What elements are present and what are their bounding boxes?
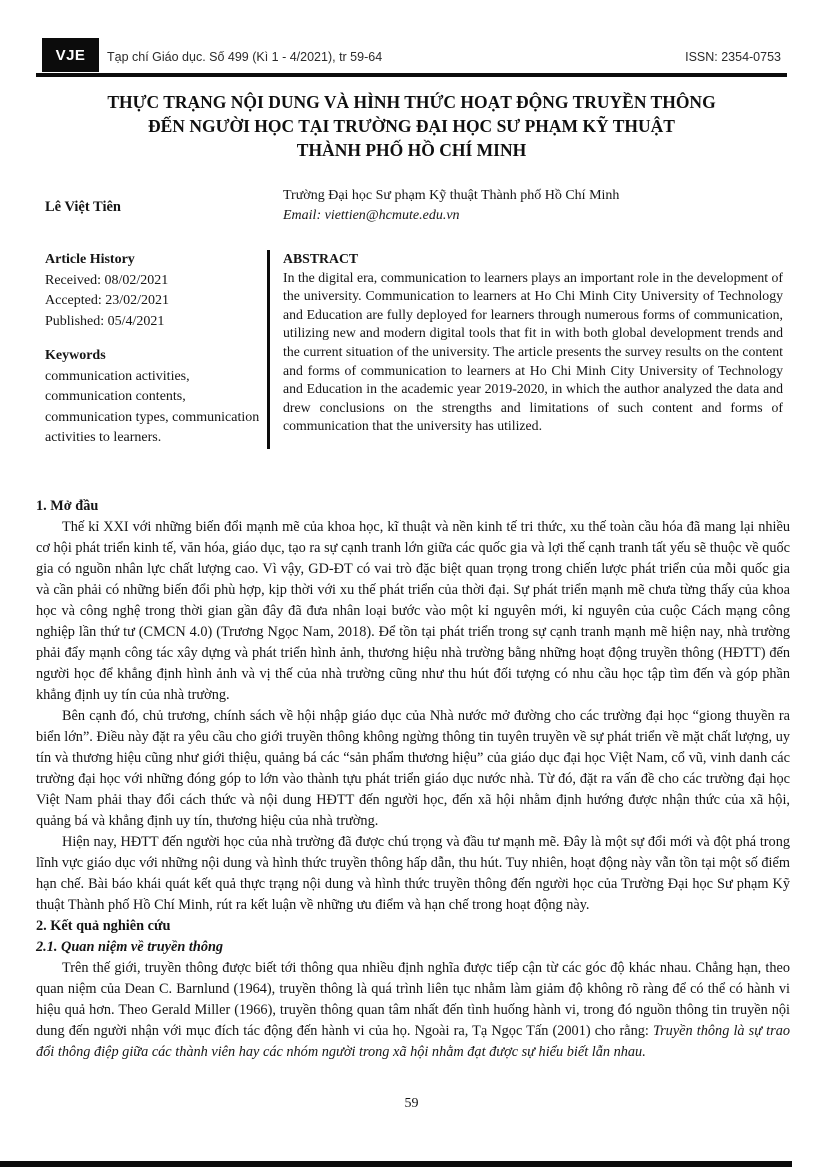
author-affiliation-block xyxy=(283,186,619,226)
section-1-paragraph-1: Thế kỉ XXI với những biến đổi mạnh mẽ của khoa học, kĩ thuật và nền kinh tế tri thức, xu thế toàn cầu hóa đã mang lại nhiều cơ hội phát triển kinh tế, văn hóa, giáo dục, tạo ra sự cạnh tranh lớn giữa các quốc gia và lợi thế cạnh tranh tất yếu sẽ thuộc về quốc gia có nguồn nhân lực chất lượng cao. Vì vậy, GD-ĐT có vai trò đặc biệt quan trọng trong chiến lược phát triển của mỗi quốc gia và cần phải có những biến đổi phù hợp, kịp thời với xu thế phát triển của thời đại. Sự phát triển mạnh mẽ chưa từng thấy của khoa học và công nghệ trong thời gian gần đây đã đưa nhân loại bước vào một kỉ nguyên mới, kỉ nguyên của cuộc Cách mạng công nghiệp lần thứ tư (CMCN 4.0) (Trương Ngọc Nam, 2018). Để tồn tại phát triển trong sự cạnh tranh mạnh mẽ hiện nay, nhà trường phải đẩy mạnh công tác xây dựng và phát triển hình ảnh, thương hiệu nhà trường bằng những hoạt động truyền thông (HĐTT) đến người học để khẳng định hình ảnh và vị thế của nhà trường cũng như thu hút đối tượng có nhu cầu học tập tìm đến và góp phần khẳng định uy tín của nhà trường. xyxy=(36,519,790,703)
section-2-1-heading: 2.1. Quan niệm về truyền thông xyxy=(36,939,224,955)
abstract-heading: ABSTRACT xyxy=(283,251,359,266)
author-email: Email: viettien@hcmute.edu.vn xyxy=(283,208,460,223)
journal-logo-text: VJE xyxy=(55,46,86,64)
section-1-heading: 1. Mở đầu xyxy=(36,498,99,514)
article-history-accepted: Accepted: 23/02/2021 xyxy=(45,293,170,308)
page-number: 59 xyxy=(404,1096,419,1111)
section-2-1-paragraph-1-quote: Truyền thông là sự trao đổi thông điệp giữa các thành viên hay các nhóm người trong xã hội nhằm đạt được sự hiểu biết lẫn nhau. xyxy=(36,1023,790,1060)
article-meta-area xyxy=(45,250,783,449)
author-affiliation: Trường Đại học Sư phạm Kỹ thuật Thành phố Hồ Chí Minh xyxy=(283,188,620,203)
keywords-list: communication activities, communication contents, communication types, communication activities to learners. xyxy=(45,368,260,445)
section-1-paragraph-3: Hiện nay, HĐTT đến người học của nhà trường đã được chú trọng và đầu tư mạnh mẽ. Đây là một sự đổi mới và đột phá trong lĩnh vực giáo dục với những nội dung và hình thức truyền thông hấp dẫn, thu hút. Tuy nhiên, hoạt động này vẫn tồn tại một số điểm hạn chế. Bài báo khái quát kết quả thực trạng nội dung và hình thức truyền thông đến người học của Trường Đại học Sư phạm Kỹ thuật Thành phố Hồ Chí Minh, rút ra kết luận về những ưu điểm và hạn chế trong hoạt động này. xyxy=(36,834,790,913)
section-2-heading: 2. Kết quả nghiên cứu xyxy=(36,918,171,934)
article-meta-left-column xyxy=(45,250,267,449)
journal-issue-info: Tạp chí Giáo dục. Số 499 (Kì 1 - 4/2021), tr 59-64 xyxy=(107,50,383,64)
header-divider xyxy=(36,73,787,77)
section-2-1-paragraph-1-normal: Trên thế giới, truyền thông được biết tới thông qua nhiều định nghĩa được tiếp cận từ các góc độ khác nhau. Chẳng hạn, theo quan niệm của Dean C. Barnlund (1964), truyền thông là quá trình liên tục nhằm làm giảm độ không rõ ràng để có thể có hành vi hiệu quả hơn. Theo Gerald Miller (1966), truyền thông quan tâm nhất đến tình huống hành vi, trong đó nguồn thông tin truyền nội dung đến người nhận với mục đích tác động đến hành vi của họ. Ngoài ra, Tạ Ngọc Tấn (2001) cho rằng: xyxy=(36,960,790,1039)
author-name: Lê Việt Tiên xyxy=(45,199,121,215)
article-history-received: Received: 08/02/2021 xyxy=(45,272,169,288)
article-title-line-3: THÀNH PHỐ HỒ CHÍ MINH xyxy=(296,140,527,160)
article-history-heading: Article History xyxy=(45,252,135,267)
article-body xyxy=(36,496,790,1063)
issn-number: ISSN: 2354-0753 xyxy=(685,50,781,64)
abstract-text: In the digital era, communication to learners plays an important role in the development of the university. Communication to learners at Ho Chi Minh City University of Technology and Education are fully deployed for learners through numerous forms of communication, utilizing new and modern digital tools that fit in with both global development trends and the current situation of the university. The article presents the survey results on the content and forms of communication to learners at Ho Chi Minh City University of Technology and Education in the academic year 2019-2020, in which the author analyzed the data and drew conclusions on the strengths and limitations of such content and forms of communication that the university has utilized. xyxy=(283,269,783,434)
abstract-block xyxy=(270,250,783,449)
article-title xyxy=(42,90,781,162)
section-1-paragraph-2: Bên cạnh đó, chủ trương, chính sách về hội nhập giáo dục của Nhà nước mở đường cho các trường đại học “giong thuyền ra biển lớn”. Điều này đặt ra yêu cầu cho giới truyền thông không ngừng thông tin tuyên truyền về sự phát triển về mặt chất lượng, uy tín và thương hiệu cũng như giới thiệu, quảng bá các “sản phẩm thương hiệu” của giáo dục đại học Việt Nam, cổ vũ, vinh danh các trường đại học với những đóng góp to lớn vào thành tựu phát triển giáo dục nước nhà. Từ đó, đặt ra vấn đề cho các trường đại học Việt Nam phải thay đổi cách thức và nội dung HĐTT đến người học, đến xã hội nhằm định hướng được nhận thức của xã hội, quảng bá và khẳng định uy tín, thương hiệu của nhà trường. xyxy=(36,708,790,829)
keywords-heading: Keywords xyxy=(45,348,106,363)
article-title-line-2: ĐẾN NGƯỜI HỌC TẠI TRƯỜNG ĐẠI HỌC SƯ PHẠM KỸ THUẬT xyxy=(148,116,675,136)
footer-divider xyxy=(0,1161,792,1167)
journal-logo xyxy=(42,38,99,72)
article-history-published: Published: 05/4/2021 xyxy=(45,313,165,329)
section-2-1-paragraph-1 xyxy=(36,958,790,1063)
article-title-line-1: THỰC TRẠNG NỘI DUNG VÀ HÌNH THỨC HOẠT ĐỘNG TRUYỀN THÔNG xyxy=(107,92,716,112)
